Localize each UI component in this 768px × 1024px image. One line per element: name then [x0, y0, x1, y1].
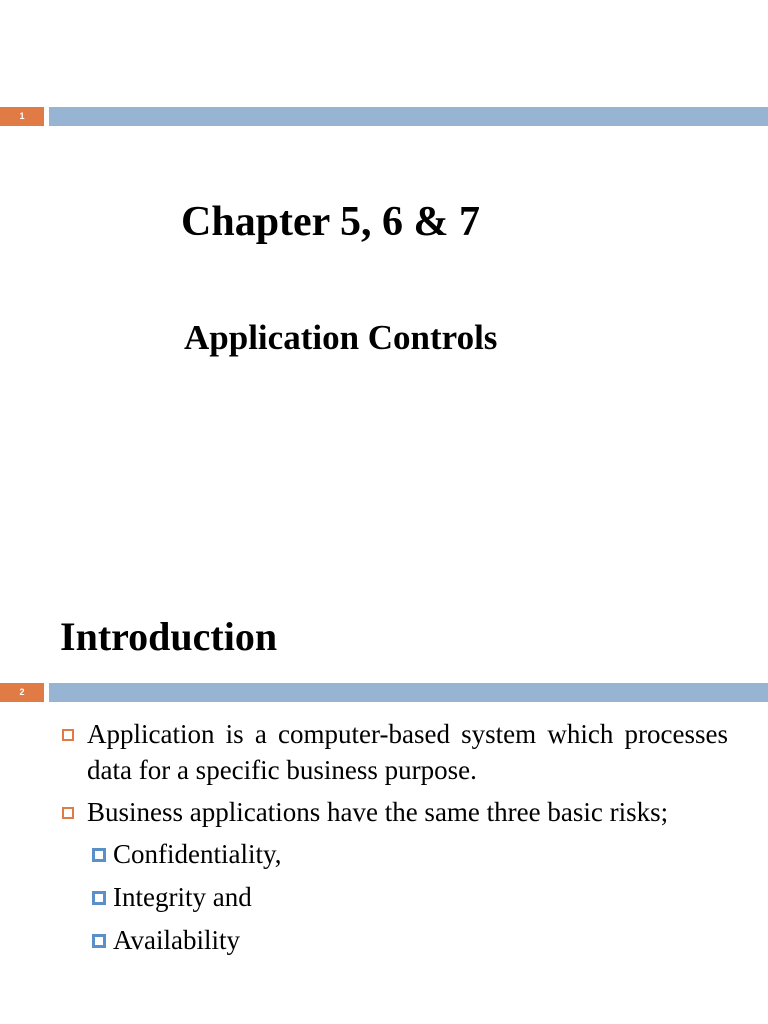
slide-number: 2 — [0, 683, 44, 702]
slide-number: 1 — [0, 107, 44, 126]
chapter-subtitle: Application Controls — [184, 318, 498, 357]
sub-bullet-item — [60, 922, 728, 958]
header-stripe — [49, 107, 768, 126]
bullet-list — [60, 716, 728, 965]
bullet-text: Business applications have the same three basic risks; — [87, 797, 669, 827]
slide-2 — [0, 576, 768, 1024]
slide-title: Introduction — [60, 614, 278, 659]
bullet-item — [60, 794, 728, 830]
sub-bullet-item — [60, 879, 728, 915]
bullet-item — [60, 716, 728, 788]
square-bullet-icon — [62, 807, 74, 819]
sub-bullet-item — [60, 836, 728, 872]
sub-bullet-text: Confidentiality, — [113, 839, 282, 869]
slide-header-bar — [0, 107, 768, 126]
sub-bullet-text: Availability — [113, 925, 240, 955]
sub-bullet-text: Integrity and — [113, 882, 252, 912]
square-sub-bullet-icon — [92, 891, 106, 905]
bullet-text: Application is a computer-based system which processes data for a specific business purpose. — [87, 719, 728, 785]
square-sub-bullet-icon — [92, 848, 106, 862]
square-sub-bullet-icon — [92, 934, 106, 948]
slide-header-bar — [0, 683, 768, 702]
square-bullet-icon — [62, 729, 74, 741]
header-stripe — [49, 683, 768, 702]
chapter-title: Chapter 5, 6 & 7 — [181, 199, 481, 245]
